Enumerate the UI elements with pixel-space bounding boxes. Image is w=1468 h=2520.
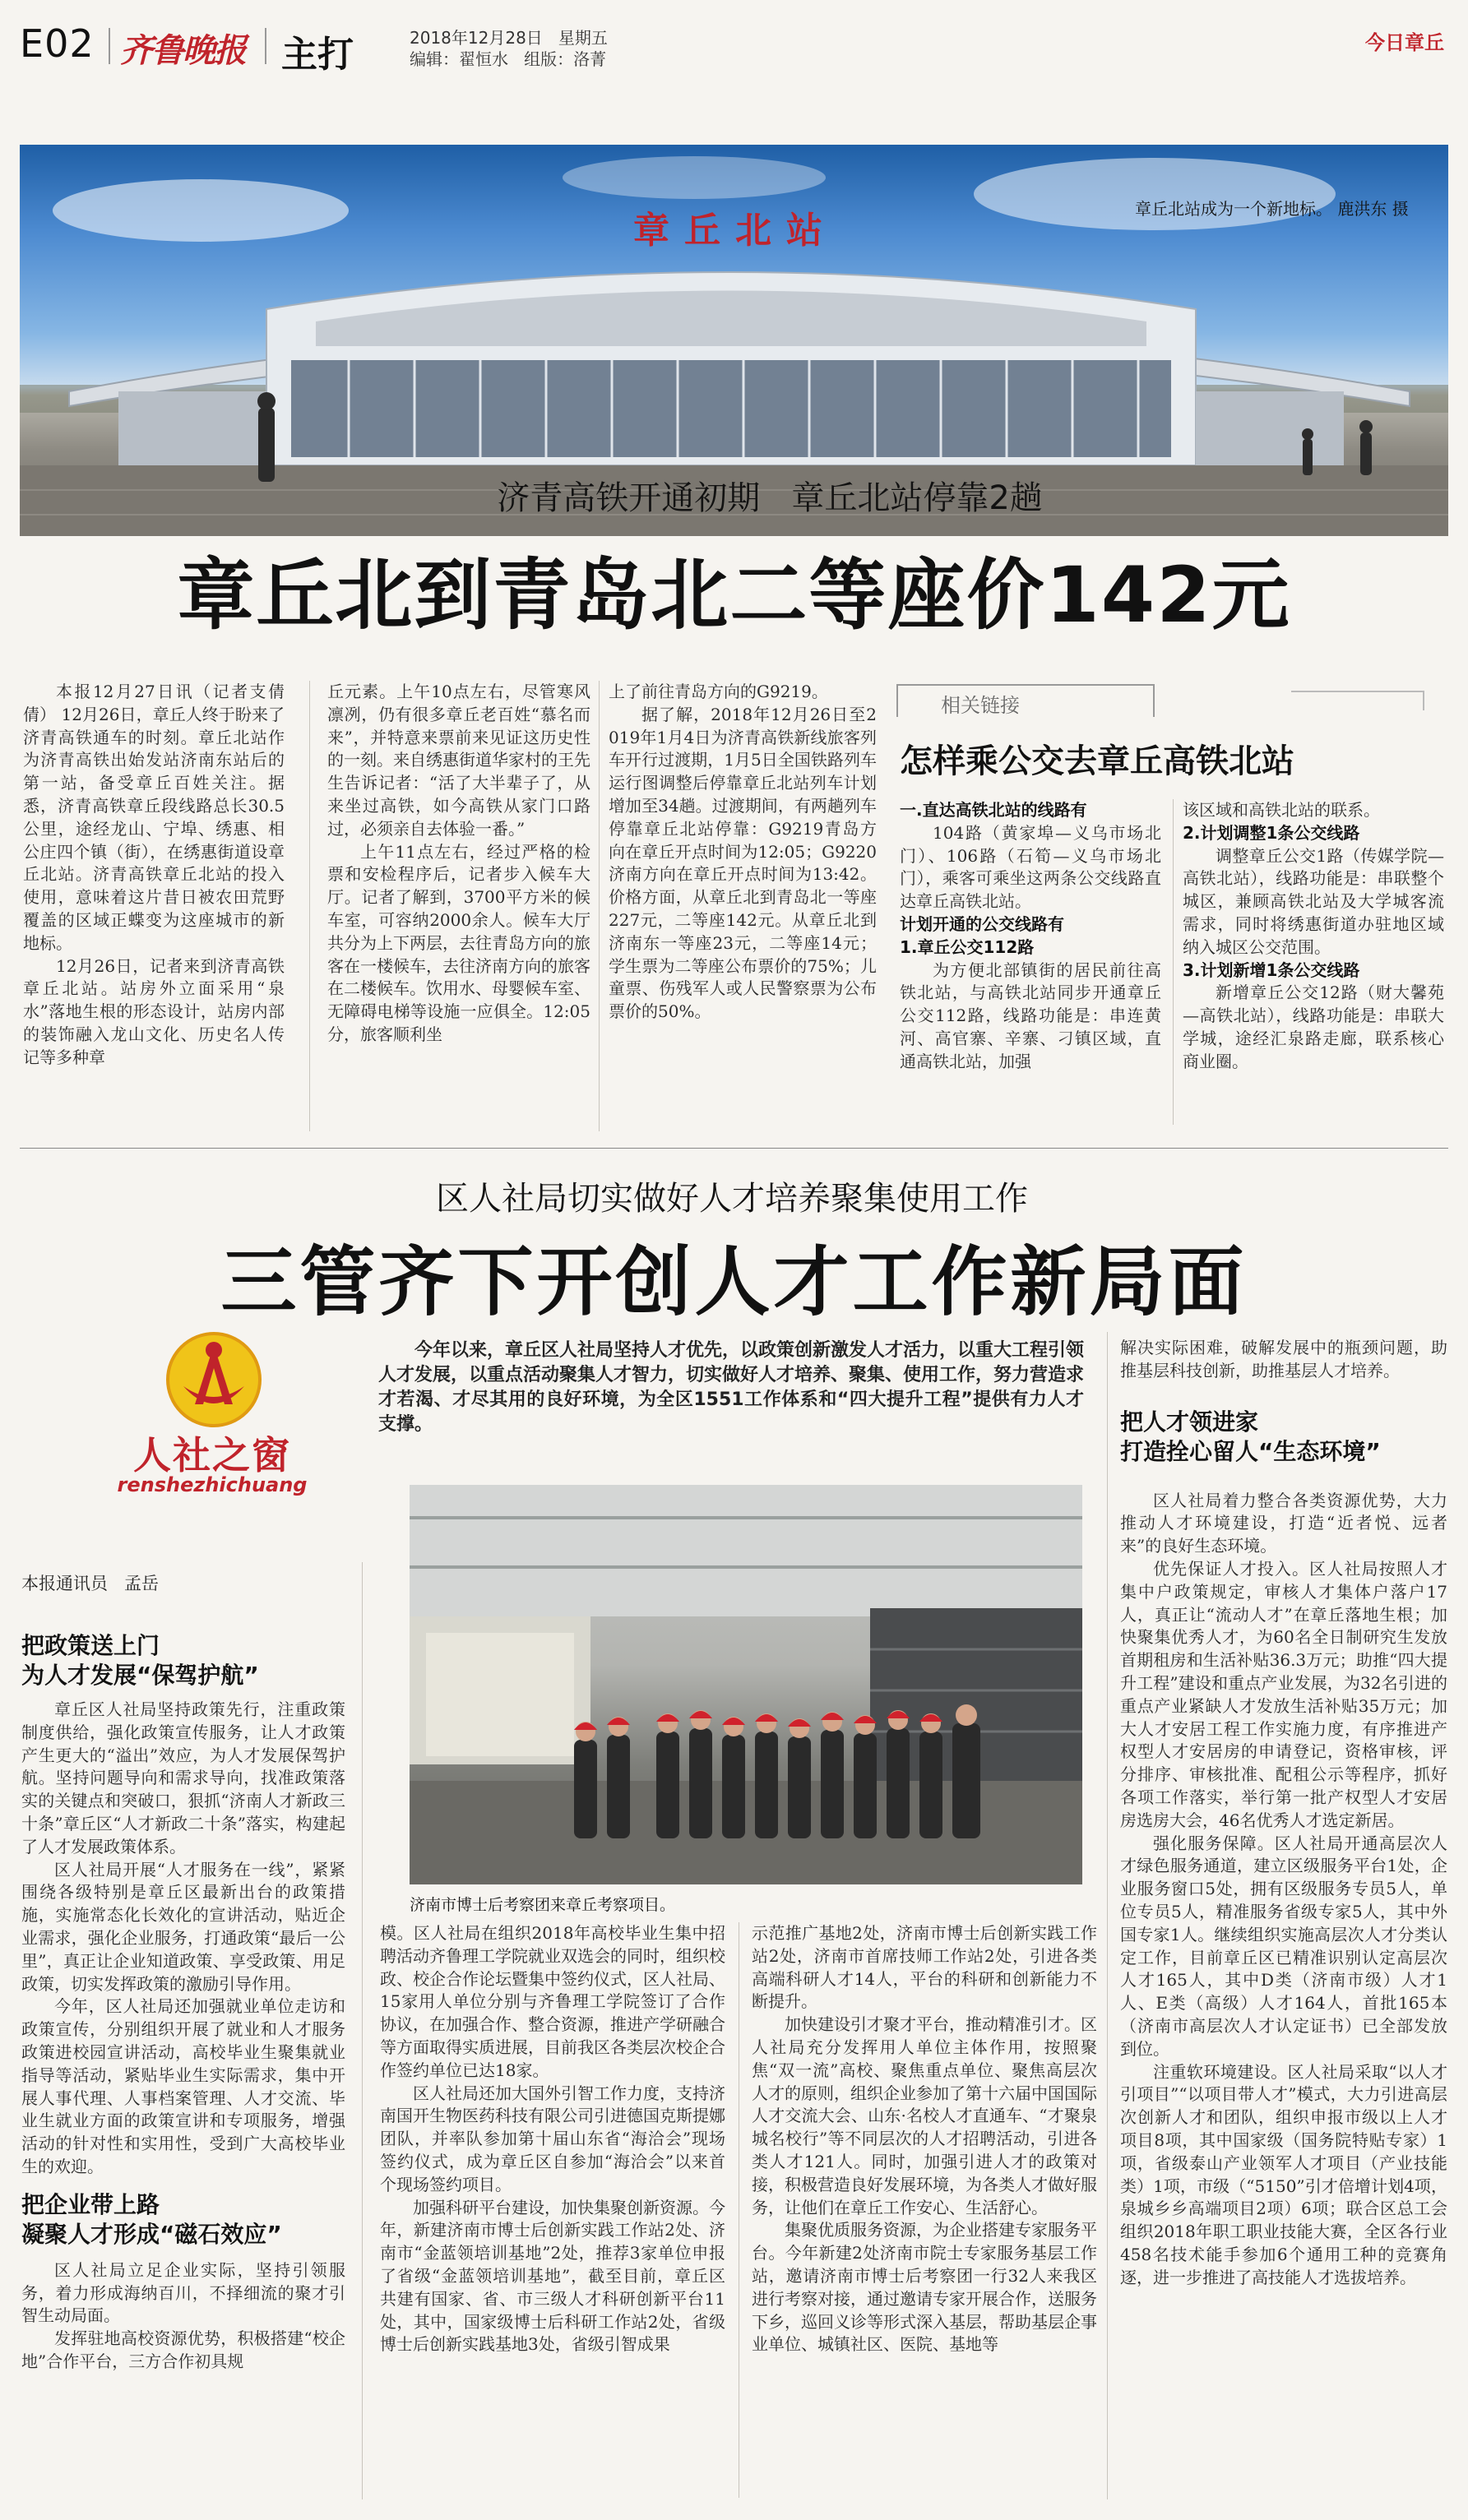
photo-caption: 章丘北站成为一个新地标。 鹿洪东 摄 (1135, 199, 1409, 219)
article2-para: 发挥驻地高校资源优势，积极搭建“校企地”合作平台，三方合作初具规 (21, 2328, 345, 2371)
column-rule (362, 1562, 363, 2499)
article2-photo-caption: 济南市博士后考察团来章丘考察项目。 (410, 1896, 676, 1914)
article2-kicker: 区人社局切实做好人才培养聚集使用工作 (436, 1180, 1028, 1218)
factory-scene (410, 1485, 1082, 1884)
masthead-divider (109, 28, 110, 64)
sidebar-title: 怎样乘公交去章丘高铁北站 (900, 742, 1294, 780)
article1-headline: 章丘北到青岛北二等座价142元 (177, 551, 1291, 640)
article2-para: 今年，区人社局还加强就业单位走访和政策宣传，分别组织开展了就业和人才服务政策进校园宣讲活动，高校毕业生聚集就业指导等活动，紧贴毕业生实际需求，集中开展人事代理、人事档案管理、人才交流、毕业生就业方面的政策宣讲和专项服务，增强活动的针对性和实用性，受到广大高校毕业生的欢迎。 (21, 1996, 345, 2176)
sidebar-para-1: 104路（黄家埠—义乌市场北门）、106路（石筍—义乌市场北门），乘客可乘坐这两条公交线路直达章丘高铁北站。 (900, 822, 1161, 912)
article2-photo (410, 1485, 1082, 1884)
article1-para-2: 12月26日，记者来到济青高铁章丘北站。站房外立面采用“泉水”落地生根的形态设计，站房内部的装饰融入龙山文化、历史名人传记等多种章 (23, 955, 285, 1067)
column-rule (599, 681, 600, 1131)
sidebar-para-3: 该区域和高铁北站的联系。 (1183, 800, 1380, 820)
sidebar-label-bar (896, 684, 1155, 717)
edition-label: 今日章丘 (1365, 31, 1444, 54)
article1-para-1: 本报12月27日讯（记者支倩倩） 12月26日，章丘人终于盼来了济青高铁通车的时刻。章丘北站作为济青高铁出始发站济南东站后的第一站，备受章丘百姓关注。据悉，济青高铁章丘段线路总长30.5公里，途经龙山、宁埠、绣惠、相公庄四个镇（街），在绣惠街道设章丘北站。济青高铁章丘北站的投入使用，意味着这片昔日被农田荒野覆盖的区域正蝶变为这座城市的新地标。 (23, 682, 285, 953)
sidebar-heading-2: 计划开通的公交线路有 (900, 913, 1064, 934)
article1-kicker: 济青高铁开通初期 章丘北站停靠2趟 (497, 479, 1043, 517)
section-divider (20, 1148, 1448, 1149)
article2-para: 区人社局开展“人才服务在一线”，紧紧围绕各级特别是章丘区最新出台的政策措施，实施常态化长效化的宣讲活动，贴近企业需求，强化企业服务，打通政策“最后一公里”，真正让企业知道政策、享受政策、用足政策，切实发挥政策的激励引导作用。 (21, 1859, 345, 1994)
sidebar-heading-4: 2.计划调整1条公交线路 (1183, 822, 1360, 843)
subhead-3: 把人才领进家 打造拴心留人“生态环境” (1120, 1408, 1381, 1465)
sidebar-heading-3: 1.章丘公交112路 (900, 936, 1035, 957)
masthead (0, 0, 1468, 76)
sidebar-label-bar-right (1291, 691, 1424, 710)
article2-byline: 本报通讯员 孟岳 (21, 1574, 160, 1593)
sidebar-para-5: 新增章丘公交12路（财大馨苑—高铁北站），线路功能是：串联大学城，途经汇泉路走廊，联系核心商业圈。 (1183, 983, 1444, 1071)
article2-lead-text: 今年以来，章丘区人社局坚持人才优先，以政策创新激发人才活力，以重大工程引领人才发展，以重点活动聚集人才智力，切实做好人才培养、聚集、使用工作，努力营造求才若渴、才尽其用的良好环境，为全区1551工作体系和“四大提升工程”提供有力人才支撑。 (378, 1340, 1085, 1435)
article1-column-2 (327, 681, 590, 1133)
column-4-text-b (1120, 1490, 1447, 2290)
article1-column-3 (609, 681, 877, 1133)
sidebar-column-2 (1183, 799, 1444, 1128)
article1-para-5: 上了前往青岛方向的G9219。 (609, 682, 828, 701)
section-name: 主打 (281, 34, 354, 76)
article2-para: 强化服务保障。区人社局开通高层次人才绿色服务通道，建立区级服务平台1处，企业服务窗口5处，拥有区级服务专员5人，单位专员5人，精准服务省级专家5人，其中外国专家1人。继续组织实施高层次人才分类认定工作，目前章丘区已精准识别认定高层次人才165人，其中D类（济南市级）人才1人、E类（高级）人才164人，首批165本（济南市高层次人才认定证书）已全部发放到位。 (1120, 1833, 1447, 2059)
article2-column-2 (380, 1922, 725, 2503)
sidebar-box (896, 684, 1447, 1133)
article2-column-1 (21, 1631, 345, 2503)
sidebar-label: 相关链接 (941, 694, 1020, 717)
column-rule (1107, 1332, 1108, 2499)
article2-para: 加快建设引才聚才平台，推动精准引才。区人社局充分发挥用人单位主体作用，按照聚焦“双一流”高校、聚焦重点单位、聚焦高层次人才的原则，组织企业参加了第十六届中国国际人才交流大会、山东·名校人才直通车、“才聚泉城名校行”等不同层次的人才招聘活动，引进各类人才121人。同时，加强引进人才的政策对接，积极营造良好发展环境，为各类人才做好服务，让他们在章丘工作安心、生活舒心。 (752, 2014, 1097, 2217)
article2-para: 优先保证人才投入。区人社局按照人才集中户政策规定，审核人才集体户落户17人，真正让“流动人才”在章丘落地生根；加快聚集优秀人才，为60名全日制研究生发放首期租房和生活补贴36.3万元；助推“四大提升工程”建设和重点产业发展，为32名引进的重点产业紧缺人才发放生活补贴35万元；加大人才安居工程工作实施力度，有序推进产权型人才安居房的申请登记，资格审核，评分排序、审核批准、配租公示等程序，抓好各项工作落实，举行第一批产权型人才安居房选房大会，46名优秀人才选定新居。 (1120, 1558, 1447, 1830)
renshe-emblem-icon (152, 1329, 276, 1427)
sidebar-para-2: 为方便北部镇街的居民前往高铁北站，与高铁北站同步开通章丘公交112路，线路功能是：串连黄河、高官寨、辛寨、刁镇区域，直通高铁北站，加强 (900, 959, 1161, 1071)
column-1-text-b (21, 2259, 345, 2374)
article2-para: 加强科研平台建设，加快集聚创新资源。今年，新建济南市博士后创新实践工作站2处、济南市“金蓝领培训基地”2处，推荐3家单位申报了省级“金蓝领培训基地”，截至目前，章丘区共建有国家、省、市三级人才科研创新平台11处，其中，国家级博士后科研工作站2处，省级博士后创新实践基地3处，省级引智成果 (380, 2197, 725, 2355)
logo-pinyin: renshezhichuang (117, 1473, 308, 1496)
article1-para-4: 上午11点左右，经过严格的检票和安检程序后，记者步入候车大厅。记者了解到，3700平方米的候车室，可容纳2000余人。候车大厅共分为上下两层，去往青岛方向的旅客在一楼候车，去往济南方向的旅客在二楼候车。饮用水、母婴候车室、无障碍电梯等设施一应俱全。12:05分，旅客顺利坐 (327, 841, 590, 1044)
subhead-2: 把企业带上路 凝聚人才形成“磁石效应” (21, 2190, 282, 2248)
paper-logo: 齐鲁晚报 (120, 31, 245, 70)
article2-para: 注重软环境建设。区人社局采取“以人才引项目”“以项目带人才”模式，大力引进高层次创新人才和团队，组织申报市级以上人才项目8项，其中国家级（国务院特贴专家）1项，省级泰山产业领军人才项目（产业技能类）1项，市级（“5150”引才倍增计划4项，泉城乡乡高端项目2项）6项；联合区总工会组织2018年职工职业技能大赛，全区各行业458名技术能手参加6个通用工种的竞赛角逐，进一步推进了高技能人才选拔培养。 (1120, 2061, 1447, 2287)
article2-para: 示范推广基地2处，济南市博士后创新实践工作站2处，济南市首席技师工作站2处，引进各类高端科研人才14人，平台的科研和创新能力不断提升。 (752, 1923, 1097, 2012)
column-rule (1173, 799, 1174, 1125)
subhead-1: 把政策送上门 为人才发展“保驾护航” (21, 1632, 259, 1689)
sidebar-column-1 (900, 799, 1161, 1128)
sidebar-heading-5: 3.计划新增1条公交线路 (1183, 959, 1360, 980)
logo-title: 人社之窗 (133, 1433, 291, 1477)
article1-para-3: 丘元素。上午10点左右，尽管寒风凛冽，仍有很多章丘老百姓“慕名而来”，并特意来票前来见证这历史性的一刻。来自绣惠街道华家村的王先生告诉记者：“活了大半辈子了，从来坐过高铁，如今高铁从家门口路过，必须亲自去体验一番。” (327, 682, 590, 839)
station-sign: 章丘北站 (633, 210, 837, 252)
article2-para: 章丘区人社局坚持政策先行，注重政策制度供给，强化政策宣传服务，让人才政策产生更大的“溢出”效应，为人才发展保驾护航。坚持问题导向和需求导向，找准政策落实的关键点和突破口，狠抓“济南人才新政三十条”章丘区“人才新政二十条”落实，构建起了人才发展政策体系。 (21, 1699, 345, 1856)
editor-line: 编辑：翟恒水 组版：洛菁 (410, 49, 607, 69)
sidebar-para-4: 调整章丘公交1路（传媒学院—高铁北站），线路功能是：串联整个城区，兼顾高铁北站及大学城客流需求，同时将绣惠街道办驻地区域纳入城区公交范围。 (1183, 845, 1444, 957)
article2-para: 区人社局立足企业实际，坚持引领服务，着力形成海纳百川，不择细流的聚才引智生动局面。 (21, 2259, 345, 2326)
article2-para: 解决实际困难，破解发展中的瓶颈问题，助推基层科技创新，助推基层人才培养。 (1120, 1338, 1447, 1380)
article2-para: 区人社局还加大国外引智工作力度，支持济南国开生物医药科技有限公司引进德国克斯提娜团队，并率队参加第十届山东省“海洽会”现场签约仪式，成为章丘区自参加“海洽会”以来首个现场签约项目。 (380, 2083, 725, 2194)
article2-column-3 (752, 1922, 1097, 2503)
article2-para: 集聚优质服务资源，为企业搭建专家服务平台。今年新建2处济南市院士专家服务基层工作站，邀请济南市博士后考察团一行32人来我区进行考察对接，通过邀请专家开展合作，送服务下乡，巡回义诊等形式深入基层，帮助基层企事业单位、城镇社区、医院、基地等 (752, 2220, 1097, 2355)
article1-para-6: 据了解，2018年12月26日至2019年1月4日为济青高铁新线旅客列车开行过渡期，1月5日全国铁路列车运行图调整后停靠章丘北站列车计划增加至34趟。过渡期间，有两趟列车停靠章丘北站停靠：G9219青岛方向在章丘开点时间为12:05；G9220济南方向在章丘开点时间为13:42。价格方面，从章丘北到青岛北一等座227元，二等座142元。从章丘北到济南东一等座23元，二等座14元；学生票为二等座公布票价的75%；儿童票、伤残军人或人民警察票为公布票价的50%。 (609, 704, 877, 1022)
sidebar-heading-1: 一.直达高铁北站的线路有 (900, 800, 1087, 820)
column-1-text-a (21, 1699, 345, 2179)
masthead-divider-2 (265, 28, 266, 64)
article1-column-1 (23, 681, 285, 1133)
article2-para: 区人社局着力整合各类资源优势，大力推动人才环境建设，打造“近者悦、远者来”的良好生态环境。 (1120, 1490, 1447, 1556)
column-rule (309, 681, 310, 1131)
date-line: 2018年12月28日 星期五 (410, 28, 608, 48)
column-4-text-a (1120, 1337, 1447, 1383)
article2-para: 模。区人社局在组织2018年高校毕业生集中招聘活动齐鲁理工学院就业双选会的同时，组织校政、校企合作论坛暨集中签约仪式，区人社局、15家用人单位分别与齐鲁理工学院签订了合作协议，在加强合作、整合资源，推进产学研融合等方面取得实质进展，目前我区各类层次校企合作签约单位已达18家。 (380, 1923, 725, 2080)
page-code: E02 (20, 21, 95, 66)
article2-column-4 (1120, 1337, 1447, 2503)
article2-lead (378, 1339, 1084, 1485)
article2-headline: 三管齐下开创人才工作新局面 (220, 1238, 1248, 1326)
